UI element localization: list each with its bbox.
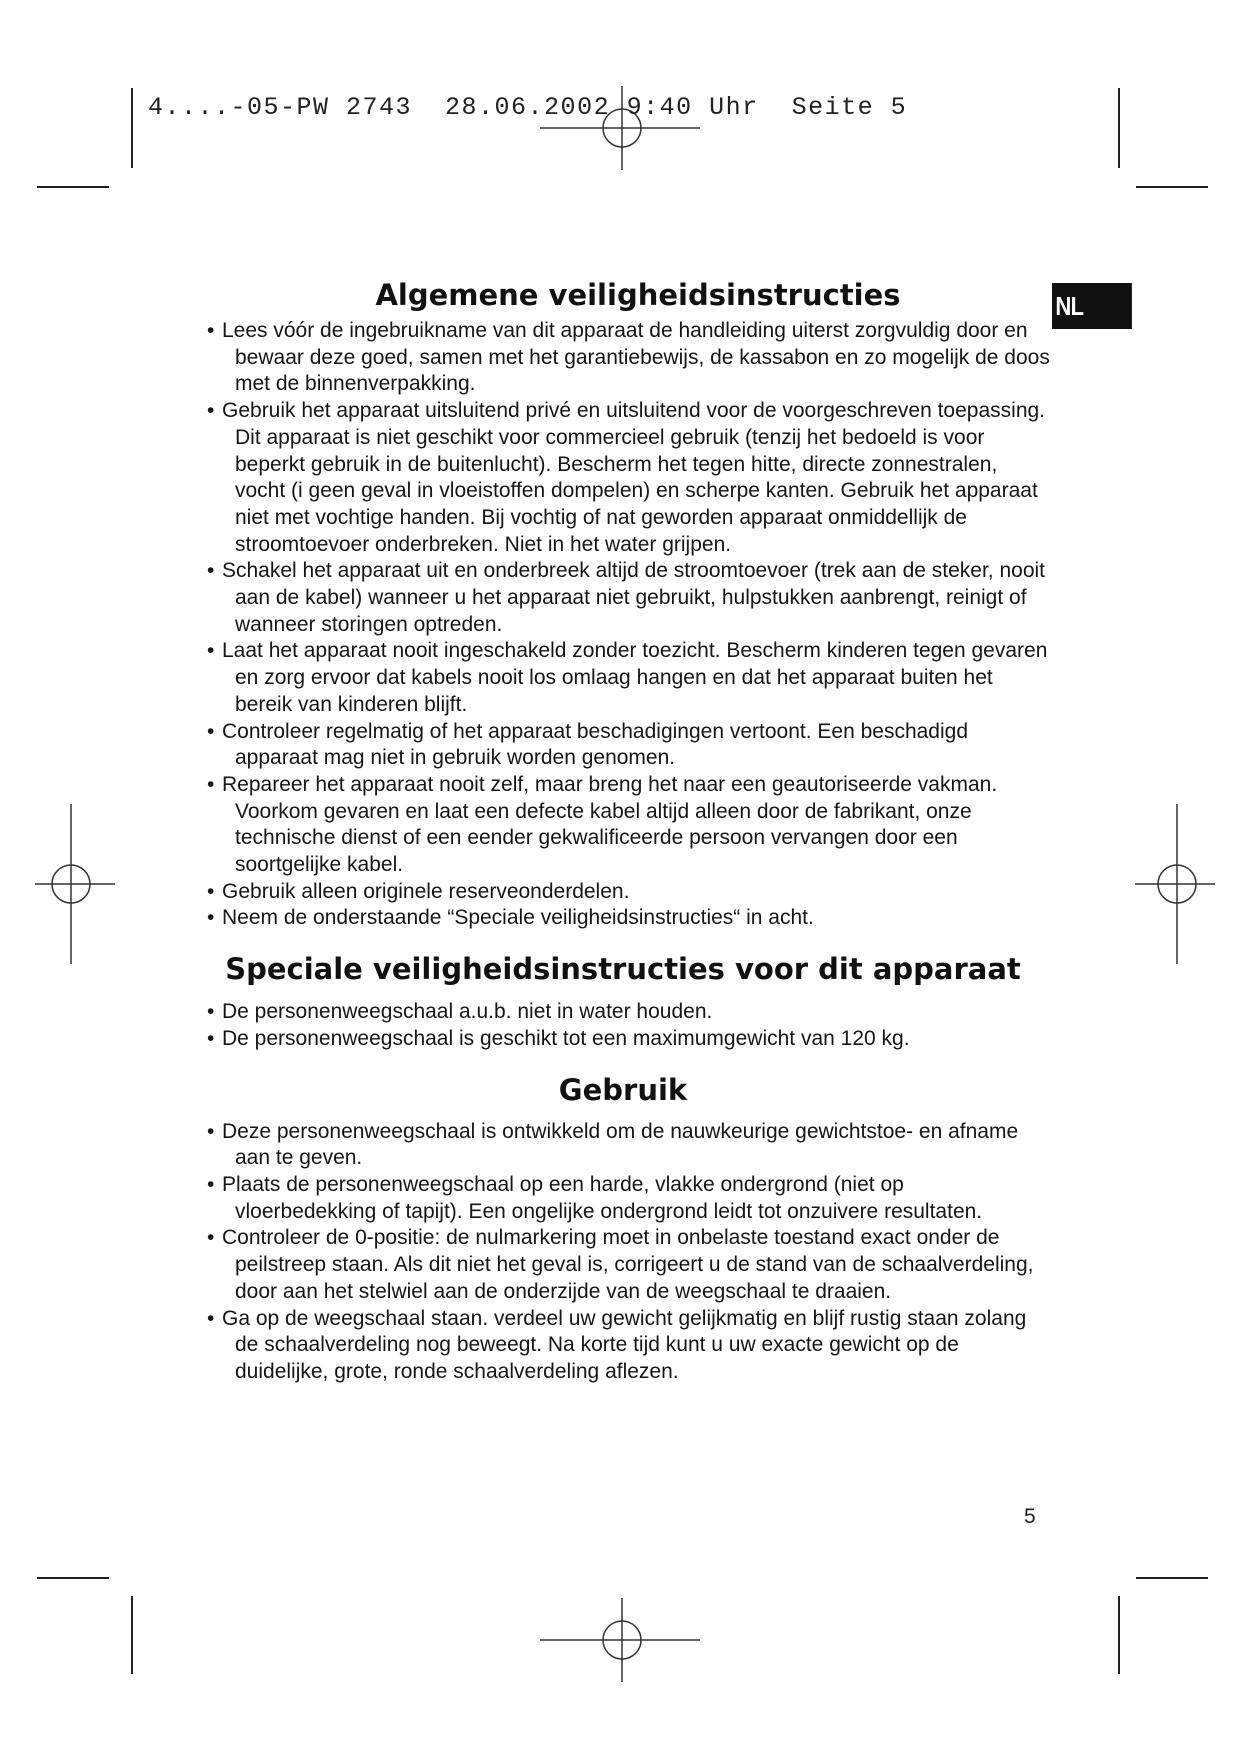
special-safety-list xyxy=(196,999,1050,1052)
section-heading-general-safety: Algemene veiligheidsinstructies xyxy=(375,278,901,312)
document-body xyxy=(196,276,1050,1386)
crop-mark-bottom-right-horizontal xyxy=(1136,1577,1208,1579)
crop-mark-top-right-vertical xyxy=(1118,88,1120,168)
section-heading-special-safety: Speciale veiligheidsinstructies voor dit apparaat xyxy=(225,952,1021,987)
list-item: • Gebruik alleen originele reserveonderdelen. xyxy=(207,879,630,903)
crop-mark-top-left-vertical xyxy=(131,88,133,168)
crop-mark-bottom-right-vertical xyxy=(1118,1596,1120,1674)
list-item: • Plaats de personenweegschaal op een harde, vlakke ondergrond (niet op vloerbedekking of tapijt). Een ongelijke ondergrond leidt tot onzuivere resultaten. xyxy=(207,1172,983,1223)
list-item: • Controleer regelmatig of het apparaat beschadigingen vertoont. Een beschadigd apparaat mag niet in gebruik worden genomen. xyxy=(207,719,969,770)
section-heading-usage: Gebruik xyxy=(558,1072,688,1107)
list-item: • Ga op de weegschaal staan. verdeel uw gewicht gelijkmatig en blijf rustig staan zolang de schaalverdeling nog beweegt. Na korte tijd kunt u uw exacte gewicht op de duidelijke, grote, ronde schaalverdeling aflezen. xyxy=(207,1306,1027,1383)
crop-mark-bottom-left-vertical xyxy=(131,1596,133,1674)
general-safety-list xyxy=(196,318,1050,932)
list-item: • Neem de onderstaande “Speciale veiligheidsinstructies“ in acht. xyxy=(207,906,814,930)
crop-mark-top-right-horizontal xyxy=(1136,186,1208,188)
registration-mark-right-icon xyxy=(1135,804,1215,964)
list-item: • De personenweegschaal a.u.b. niet in water houden. xyxy=(207,1000,713,1024)
registration-mark-left-icon xyxy=(35,804,115,964)
list-item: • Lees vóór de ingebruikname van dit apparaat de handleiding uiterst zorgvuldig door en bewaar deze goed, samen met het garantiebewijs, de kassabon en zo mogelijk de doos met de binnenverpakking. xyxy=(207,319,1050,396)
list-item: • Repareer het apparaat nooit zelf, maar breng het naar een geautoriseerde vakman. Voorkom gevaren en laat een defecte kabel altijd alleen door de fabrikant, onze technische dienst of een eender gekwalificeerde persoon vervangen door een soortgelijke kabel. xyxy=(207,772,998,877)
print-slug: 4....-05-PW 2743 28.06.2002 9:40 Uhr Seite 5 xyxy=(148,93,908,122)
list-item: • Controleer de 0-positie: de nulmarkering moet in onbelaste toestand exact onder de peilstreep staan. Als dit niet het geval is, corrigeert u de stand van de schaalverdeling, door aan het stelwiel aan de onderzijde van de weegschaal te draaien. xyxy=(207,1226,1034,1303)
list-item: • Schakel het apparaat uit en onderbreek altijd de stroomtoevoer (trek aan de steker, nooit aan de kabel) wanneer u het apparaat niet gebruikt, hulpstukken aanbrengt, reinigt of wanneer storingen optreden. xyxy=(207,559,1045,636)
list-item: • Deze personenweegschaal is ontwikkeld om de nauwkeurige gewichtstoe- en afname aan te geven. xyxy=(207,1119,1019,1170)
registration-mark-bottom-icon xyxy=(540,1598,700,1682)
crop-mark-top-left-horizontal xyxy=(37,186,109,188)
list-item: • De personenweegschaal is geschikt tot een maximumgewicht van 120 kg. xyxy=(207,1026,910,1050)
page-number: 5 xyxy=(1024,1505,1036,1528)
crop-mark-bottom-left-horizontal xyxy=(37,1577,109,1579)
language-tab: NL xyxy=(1052,283,1132,329)
usage-list xyxy=(196,1119,1050,1386)
list-item: • Laat het apparaat nooit ingeschakeld zonder toezicht. Bescherm kinderen tegen gevaren en zorg ervoor dat kabels nooit los omlaag hangen en dat het apparaat buiten het bereik van kinderen blijft. xyxy=(207,639,1048,716)
list-item: • Gebruik het apparaat uitsluitend privé en uitsluitend voor de voorgeschreven toepassing. Dit apparaat is niet geschikt voor commercieel gebruik (tenzij het bedoeld is voor beperkt gebruik in de buitenlucht). Bescherm het tegen hitte, directe zonnestralen, vocht (i geen geval in vloeistoffen dompelen) en scherpe kanten. Gebruik het apparaat niet met vochtige handen. Bij vochtig of nat geworden apparaat onmiddellijk de stroomtoevoer onderbreken. Niet in het water grijpen. xyxy=(207,399,1046,556)
